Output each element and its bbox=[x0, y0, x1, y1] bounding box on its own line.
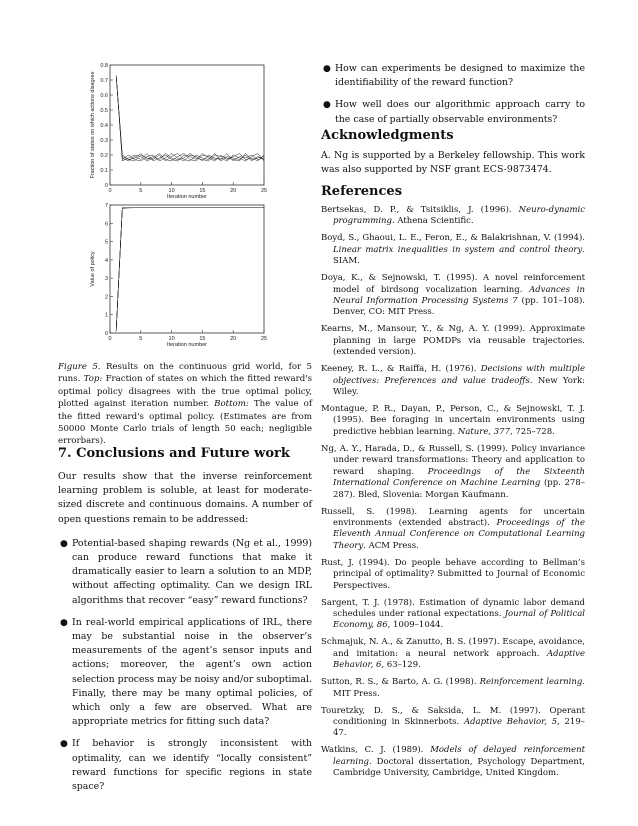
y-tick-label: 0 bbox=[104, 331, 108, 337]
list-item bbox=[58, 616, 312, 730]
bullet-icon: ● bbox=[60, 617, 68, 628]
reference-item bbox=[321, 444, 585, 501]
reference-item bbox=[321, 324, 585, 358]
reference-it: Models of delayed reinforcement learning bbox=[333, 745, 585, 767]
reference-pre: Ng, A. Y., Harada, D., & Russell, S. (1999). Policy invariance under reward transformations: Theory and application to reward shaping. bbox=[321, 443, 585, 477]
section-title: 7. Conclusions and Future work bbox=[58, 446, 290, 461]
plot-frame bbox=[110, 205, 264, 333]
list-item-text: In real-world empirical applications of IRL, there may be substantial noise in the observer’s measurements of the agent’s sensor inputs and actions; moreover, the agent’s own action selection process may be noisy and/or suboptimal. Finally, there may be many optimal policies, of which only a few are observed. What are appropriate metrics for fitting such data? bbox=[72, 616, 312, 728]
y-tick-label: 6 bbox=[104, 221, 108, 228]
reference-post: , 1009–1044. bbox=[387, 620, 444, 631]
x-tick-label: 5 bbox=[139, 188, 143, 194]
reference-item bbox=[321, 364, 585, 398]
reference-list bbox=[321, 205, 585, 780]
reference-it: Journal of Political Economy, 86 bbox=[333, 608, 586, 631]
chart-disagreement bbox=[90, 63, 267, 200]
reference-pre: Rust, J. (1994). Do people behave according to Bellman’s principal of optimality? Submitted to Journal of Economic Perspectives. bbox=[321, 557, 585, 591]
reference-it: Proceedings of the Sixteenth International Conference on Machine Learning bbox=[333, 466, 585, 489]
reference-it: Adaptive Behavior, 6 bbox=[333, 648, 585, 671]
reference-pre: Montague, P. R., Dayan, P., Person, C., & Sejnowski, T. J. (1995). Bee foraging in uncertain environments using predictive hebbian learning. bbox=[321, 404, 585, 437]
reference-post: . MIT Press. bbox=[333, 677, 585, 699]
series-line bbox=[116, 208, 264, 331]
reference-it: Proceedings of the Eleventh Annual Conference on Computational Learning Theory bbox=[333, 517, 585, 551]
reference-it: Decisions with multiple objectives: Preferences and value tradeoffs bbox=[333, 364, 585, 386]
chart-policy-value bbox=[90, 203, 267, 348]
caption-label: Figure 5. bbox=[58, 362, 101, 372]
caption-bottom: Bottom: bbox=[214, 399, 249, 410]
reference-item bbox=[321, 273, 585, 319]
bullet-icon: ● bbox=[60, 739, 68, 750]
x-tick-label: 10 bbox=[168, 336, 175, 342]
reference-post: , 725–728. bbox=[510, 426, 555, 437]
reference-pre: Russell, S. (1998). Learning agents for uncertain environments (extended abstract). bbox=[321, 506, 585, 528]
reference-post: . ACM Press. bbox=[363, 540, 419, 551]
list-item-text: How can experiments be designed to maximize the identifiability of the reward function? bbox=[335, 63, 585, 89]
plot-frame bbox=[110, 65, 264, 185]
series-line bbox=[116, 208, 264, 331]
acknowledgments-text: A. Ng is supported by a Berkeley fellowship. This work was also supported by NSF grant ECS-9873474. bbox=[321, 150, 585, 176]
y-tick-label: 7 bbox=[104, 203, 108, 209]
y-tick-label: 1 bbox=[104, 312, 108, 319]
section-paragraph: Our results show that the inverse reinforcement learning problem is soluble, at least for moderate-sized discrete and continuous domains. A number of open questions remain to be addressed: bbox=[58, 471, 312, 525]
open-questions-list bbox=[58, 537, 312, 794]
x-tick-label: 15 bbox=[199, 188, 206, 194]
reference-it: Adaptive Behavior, 5 bbox=[463, 716, 558, 727]
section-title: Acknowledgments bbox=[321, 128, 454, 143]
reference-pre: Kearns, M., Mansour, Y., & Ng, A. Y. (1999). Approximate planning in large POMDPs via reusable trajectories. (extended version). bbox=[321, 324, 585, 358]
section-references bbox=[321, 184, 585, 785]
section-acknowledgments bbox=[321, 128, 585, 177]
series-line bbox=[116, 76, 264, 162]
bullet-icon: ● bbox=[60, 538, 68, 549]
reference-item bbox=[321, 677, 585, 700]
reference-post: (pp. 101–108). Denver, CO: MIT Press. bbox=[333, 296, 585, 318]
x-axis-label: Iteration number bbox=[166, 194, 208, 200]
x-tick-label: 0 bbox=[108, 188, 112, 194]
reference-pre: Bertsekas, D. P., & Tsitsiklis, J. (1996). bbox=[321, 205, 519, 215]
x-tick-label: 5 bbox=[139, 336, 143, 342]
series-line bbox=[116, 208, 264, 331]
reference-item bbox=[321, 507, 585, 553]
list-item bbox=[58, 737, 312, 794]
figure-caption bbox=[58, 361, 312, 448]
reference-item bbox=[321, 558, 585, 592]
y-axis-label: Fraction of states on which actions disagree bbox=[90, 71, 96, 179]
y-tick-label: 3 bbox=[104, 276, 108, 283]
y-tick-label: 0.3 bbox=[100, 138, 108, 144]
reference-post: (pp. 278–287). Bled, Slovenia: Morgan Kaufmann. bbox=[333, 478, 586, 500]
reference-it: Neuro-dynamic programming bbox=[333, 205, 585, 227]
y-tick-label: 2 bbox=[104, 294, 108, 301]
reference-post: , 63–129. bbox=[381, 660, 421, 671]
x-tick-label: 25 bbox=[260, 336, 268, 342]
figure-5 bbox=[58, 55, 312, 355]
open-questions-continued bbox=[321, 62, 585, 135]
caption-top: Top: bbox=[83, 374, 103, 385]
y-tick-label: 0.2 bbox=[100, 153, 108, 159]
series-line bbox=[116, 76, 264, 162]
reference-it: Linear matrix inequalities in system and control theory bbox=[333, 244, 583, 255]
reference-it: Advances in Neural Information Processing Systems 7 bbox=[333, 284, 585, 307]
bullet-icon: ● bbox=[323, 64, 331, 74]
section-conclusions bbox=[58, 446, 312, 802]
reference-pre: Sutton, R. S., & Barto, A. G. (1998). bbox=[321, 677, 480, 688]
list-item bbox=[321, 98, 585, 126]
list-item-text: Potential-based shaping rewards (Ng et al., 1999) can produce reward functions that make it dramatically easier to learn a solution to an MDP, without affecting optimality. Can we design IRL algorithms that recover “easy” reward functions? bbox=[72, 537, 312, 606]
series-line bbox=[116, 208, 264, 331]
reference-it: Nature, 377 bbox=[457, 426, 510, 437]
list-item bbox=[321, 62, 585, 90]
x-tick-label: 20 bbox=[230, 188, 237, 194]
reference-post: . New York: Wiley. bbox=[333, 375, 585, 398]
reference-pre: Watkins, C. J. (1989). bbox=[321, 745, 431, 756]
reference-item bbox=[321, 706, 585, 740]
reference-item bbox=[321, 404, 585, 438]
reference-post: . SIAM. bbox=[333, 244, 585, 267]
y-axis-label: Value of policy bbox=[90, 251, 96, 287]
reference-item bbox=[321, 598, 585, 632]
open-questions-list-continued bbox=[321, 62, 585, 127]
reference-item bbox=[321, 233, 585, 267]
series-line bbox=[116, 76, 264, 162]
caption-text-2: Fraction of states on which the fitted reward's optimal policy disagrees with the true optimal policy, plotted against iteration number. bbox=[58, 374, 312, 410]
x-tick-label: 15 bbox=[199, 336, 206, 342]
section-title: References bbox=[321, 184, 403, 199]
y-tick-label: 4 bbox=[104, 257, 108, 264]
x-tick-label: 10 bbox=[168, 188, 175, 194]
reference-item bbox=[321, 745, 585, 779]
x-tick-label: 25 bbox=[260, 188, 268, 194]
reference-item bbox=[321, 205, 585, 228]
list-item-text: How well does our algorithmic approach carry to the case of partially observable environments? bbox=[335, 99, 585, 125]
reference-pre: Schmajuk, N. A., & Zanutto, B. S. (1997). Escape, avoidance, and imitation: a neural network approach. bbox=[321, 637, 585, 659]
y-tick-label: 0.7 bbox=[100, 78, 108, 84]
reference-item bbox=[321, 637, 585, 671]
series-line bbox=[116, 76, 264, 162]
reference-pre: Touretzky, D. S., & Saksida, L. M. (1997). Operant conditioning in Skinnerbots. bbox=[321, 705, 585, 727]
y-tick-label: 5 bbox=[104, 239, 108, 246]
y-tick-label: 0 bbox=[104, 183, 108, 189]
list-item bbox=[58, 537, 312, 608]
bullet-icon: ● bbox=[323, 100, 331, 111]
caption-text-3: The value of the fitted reward's optimal policy. (Estimates are from 50000 Monte Carlo trials of length 50 each; negligible errorbars). bbox=[58, 399, 312, 447]
y-tick-label: 0.8 bbox=[100, 63, 108, 69]
reference-pre: Keeney, R. L., & Raiffa, H. (1976). bbox=[321, 364, 481, 375]
reference-it: Reinforcement learning bbox=[479, 677, 583, 688]
x-axis-label: Iteration number bbox=[166, 342, 208, 348]
series-line bbox=[116, 76, 264, 162]
reference-post: , 219–47. bbox=[333, 716, 585, 739]
y-tick-label: 0.5 bbox=[100, 108, 108, 114]
reference-pre: Doya, K., & Sejnowski, T. (1995). A novel reinforcement model of birdsong vocalization learning. bbox=[321, 273, 585, 295]
caption-text-1: Results on the continuous grid world, for 5 runs. bbox=[58, 362, 312, 385]
reference-post: . Athena Scientific. bbox=[391, 216, 474, 227]
x-tick-label: 0 bbox=[108, 336, 112, 342]
series-line bbox=[116, 208, 264, 331]
y-tick-label: 0.6 bbox=[100, 93, 108, 99]
list-item-text: If behavior is strongly inconsistent with optimality, can we identify “locally consistent” reward functions for specific regions in state space? bbox=[72, 738, 312, 793]
reference-post: . Doctoral dissertation, Psychology Department, Cambridge University, Cambridge, United Kingdom. bbox=[333, 756, 585, 779]
y-tick-label: 0.1 bbox=[100, 168, 108, 174]
y-tick-label: 0.4 bbox=[100, 123, 108, 129]
x-tick-label: 20 bbox=[230, 336, 237, 342]
reference-pre: Boyd, S., Ghaoui, L. E., Feron, E., & Balakrishnan, V. (1994). bbox=[321, 233, 585, 244]
reference-pre: Sargent, T. J. (1978). Estimation of dynamic labor demand schedules under rational expectations. bbox=[321, 597, 585, 619]
